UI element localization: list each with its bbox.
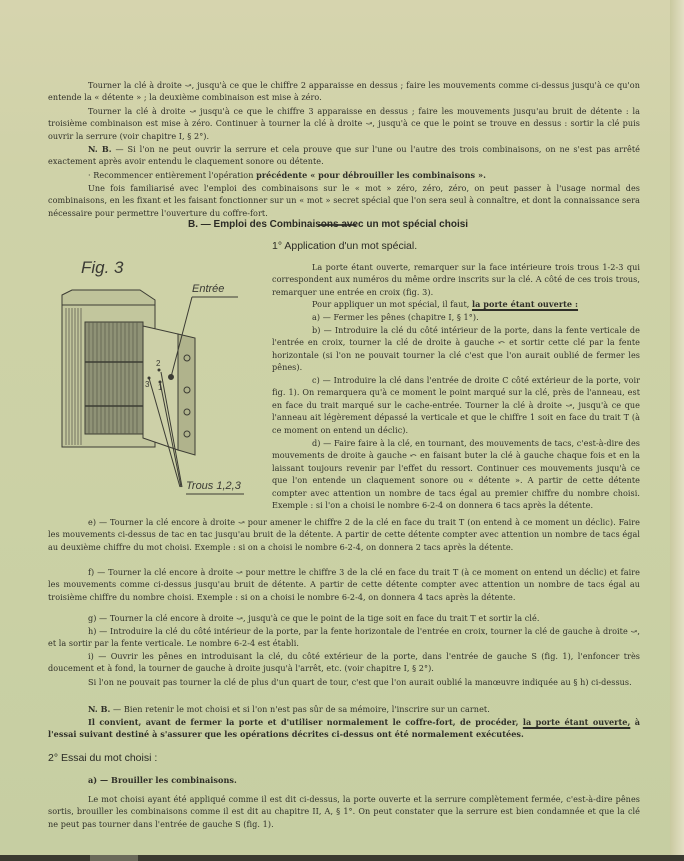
section-b-nb (48, 703, 640, 715)
intro-paragraph-1: Tourner la clé à droite ⤻, jusqu'à ce que le chiffre 2 apparaisse en dessus ; faire les mouvements comme ci-dessus jusqu'à ce qu'on entende la « détente » ; la deuxième combinaison est mise à zéro. (48, 80, 640, 103)
step-e: e) — Tourner la clé encore à droite ⤻ pour amener le chiffre 2 de la clé en face du trait T (on entend à ce moment un déclic). Faire les mouvements ci-dessus de tac en tac jusqu'au bruit de la détente. A partir de cette détente compter avec attention un nombre de tacs égal au deuxième chiffre du mot choisi. Exemple : si on a choisi le nombre 6-2-4, on donnera 2 tacs après la détente. (48, 517, 640, 552)
bottom-bar (0, 855, 684, 861)
convient-text: Il convient, avant de fermer la porte et d'utiliser normalement le coffre-fort, de procéder, (88, 717, 523, 727)
convient-paragraph (48, 716, 640, 741)
section-b-paragraph-2 (272, 298, 640, 310)
essai-step-a: a) — Brouiller les combinaisons. (88, 775, 237, 785)
nb-label: N. B. (88, 144, 112, 154)
section-b-heading: B. — Emploi des Combinaisons avec un mot spécial choisi (188, 219, 469, 230)
intro-paragraph-4 (48, 169, 640, 181)
step-c: c) — Introduire la clé dans l'entrée de droite C côté extérieur de la porte, voir fig. 1). On remarquera qu'à ce moment le point marqué sur la clé, près de l'anneau, est en face du trait marqué sur le cache-entrée. Tourner la clé à droite ⤻, jusqu'à ce que l'anneau ait légèrement dépassé la verticale et que le chiffre 1 soit en face du trait T (à ce moment on entend un déclic). (272, 375, 640, 435)
step-g: g) — Tourner la clé encore à droite ⤻, jusqu'à ce que le point de la tige soit en face du trait T et sortir la clé. (88, 613, 540, 623)
nb-text-2: — Bien retenir le mot choisi et si l'on n'est pas sûr de sa mémoire, l'inscrire sur un carnet. (110, 704, 490, 714)
figure-label-holes: Trous 1,2,3 (186, 480, 241, 492)
subheading-essai: 2° Essai du mot choisi : (48, 752, 158, 764)
step-i: i) — Ouvrir les pênes en introduisant la clé, du côté extérieur de la porte, dans l'entrée de gauche S (fig. 1), l'enfoncer très doucement et à fond, la tourner de gauche à droite jusqu'à l'arrêt, etc. (voir chapitre I, § 2°). (48, 651, 640, 674)
hole-number-1: 1 (158, 383, 163, 392)
step-b: b) — Introduire la clé du côté intérieur de la porte, dans la fente verticale de l'entrée en croix, tourner la clé de droite à gauche ⤺ et sortir cette clé par la fente horizontale (si l'on ne pouvait tourner la clé c'est que l'on aurait oublié de fermer les pênes). (272, 325, 640, 373)
intro-paragraph-2: Tourner la clé à droite ⤻ jusqu'à ce que le chiffre 3 apparaisse en dessus ; faire les mouvements jusqu'au bruit de détente : la troisième combinaison est mise à zéro. Continuer à tourner la clé à droite ⤻, jusqu'à ce que le point se trouve en dessus : sortir la clé puis ouvrir la serrure (voir chapitre I, § 2°). (48, 106, 640, 141)
hole-number-3: 3 (145, 380, 150, 389)
hole-number-2: 2 (156, 359, 161, 368)
restart-bold-text: précédente « pour débrouiller les combinaisons ». (256, 170, 486, 180)
figure-title: Fig. 3 (81, 258, 124, 277)
safe-illustration (60, 250, 260, 510)
step-h: h) — Introduire la clé du côté intérieur de la porte, par la fente horizontale de l'entrée en croix, tourner la clé de gauche à droite ⤻, et la sortir par la fente verticale. Le nombre 6-2-4 est établi. (48, 626, 640, 649)
door-open-emphasis-2: la porte étant ouverte, (522, 717, 631, 727)
intro-paragraph-5: Une fois familiarisé avec l'emploi des combinaisons sur le « mot » zéro, zéro, zéro, on peut passer à l'usage normal des combinaisons, en les fixant et les faisant fonctionner sur un « mot » secret spécial que l'on sera seul à connaître, et dont la connaissance sera nécessaire pour permettre l'ouverture du coffre-fort. (48, 183, 640, 218)
nb-text: — Si l'on ne peut ouvrir la serrure et cela prouve que sur l'une ou l'autre des trois combinaisons, on ne s'est pas arrêté exactement après avoir entendu le claquement sonore ou détente. (48, 144, 640, 167)
page-edge (670, 0, 684, 861)
step-a: a) — Fermer les pênes (chapitre I, § 1°). (312, 312, 479, 322)
note-paragraph: Si l'on ne pouvait pas tourner la clé de plus d'un quart de tour, c'est que l'on aurait oublié la manœuvre indiquée au § h) ci-dessus. (88, 677, 632, 687)
convient-text-end: à l'essai suivant destiné à s'assurer que les opérations décrites ci-dessus ont été normalement exécutées. (48, 717, 640, 740)
door-open-emphasis: la porte étant ouverte : (472, 299, 579, 309)
final-paragraph: Le mot choisi ayant été appliqué comme il est dit ci-dessus, la porte ouverte et la serrure complètement fermée, c'est-à-dire pênes sortis, brouiller les combinaisons comme il est dit au chapitre II, A, § 1°. On peut constater que la serrure est bien condamnée et que la clé ne peut pas tourner dans l'entrée de gauche S (fig. 1). (48, 794, 640, 829)
intro-nb-paragraph (48, 143, 640, 168)
subheading-application: 1° Application d'un mot spécial. (272, 240, 418, 252)
step-f: f) — Tourner la clé encore à droite ⤻ pour mettre le chiffre 3 de la clé en face du trait T (à ce moment on entend un déclic) et faire les mouvements comme ci-dessus jusqu'au bruit de détente. A partir de cette détente compter avec attention un nombre de tacs égal au troisième chiffre du nombre choisi. Exemple : si on a choisi le nombre 6-2-4, on donnera 4 tacs après la détente. (48, 567, 640, 602)
bottom-bar-tab (90, 855, 138, 861)
section-b-paragraph-1: La porte étant ouverte, remarquer sur la face intérieure trois trous 1-2-3 qui correspondent aux numéros du même ordre inscrits sur la clé. A côté de ces trois trous, remarquer une entrée en croix (fig. 3). (272, 262, 640, 297)
step-d: d) — Faire faire à la clé, en tournant, des mouvements de tacs, c'est-à-dire des mouvements de droite à gauche ⤺ en faisant buter la clé à gauche chaque fois et en la laissant toujours revenir par l'effet du ressort. Continuer ces mouvements jusqu'à ce que l'on entende un claquement sonore ou « détente ». A partir de cette détente compter avec attention un nombre de tacs égal au premier chiffre du nombre choisi. Exemple : si l'on a choisi le nombre 6-2-4 on donnera 6 tacs après la détente. (272, 438, 640, 511)
apply-text: Pour appliquer un mot spécial, il faut, (312, 299, 472, 309)
restart-text: · Recommencer entièrement l'opération (88, 170, 257, 180)
nb-label-2: N. B. (88, 704, 111, 714)
figure-label-entry: Entrée (192, 283, 225, 295)
